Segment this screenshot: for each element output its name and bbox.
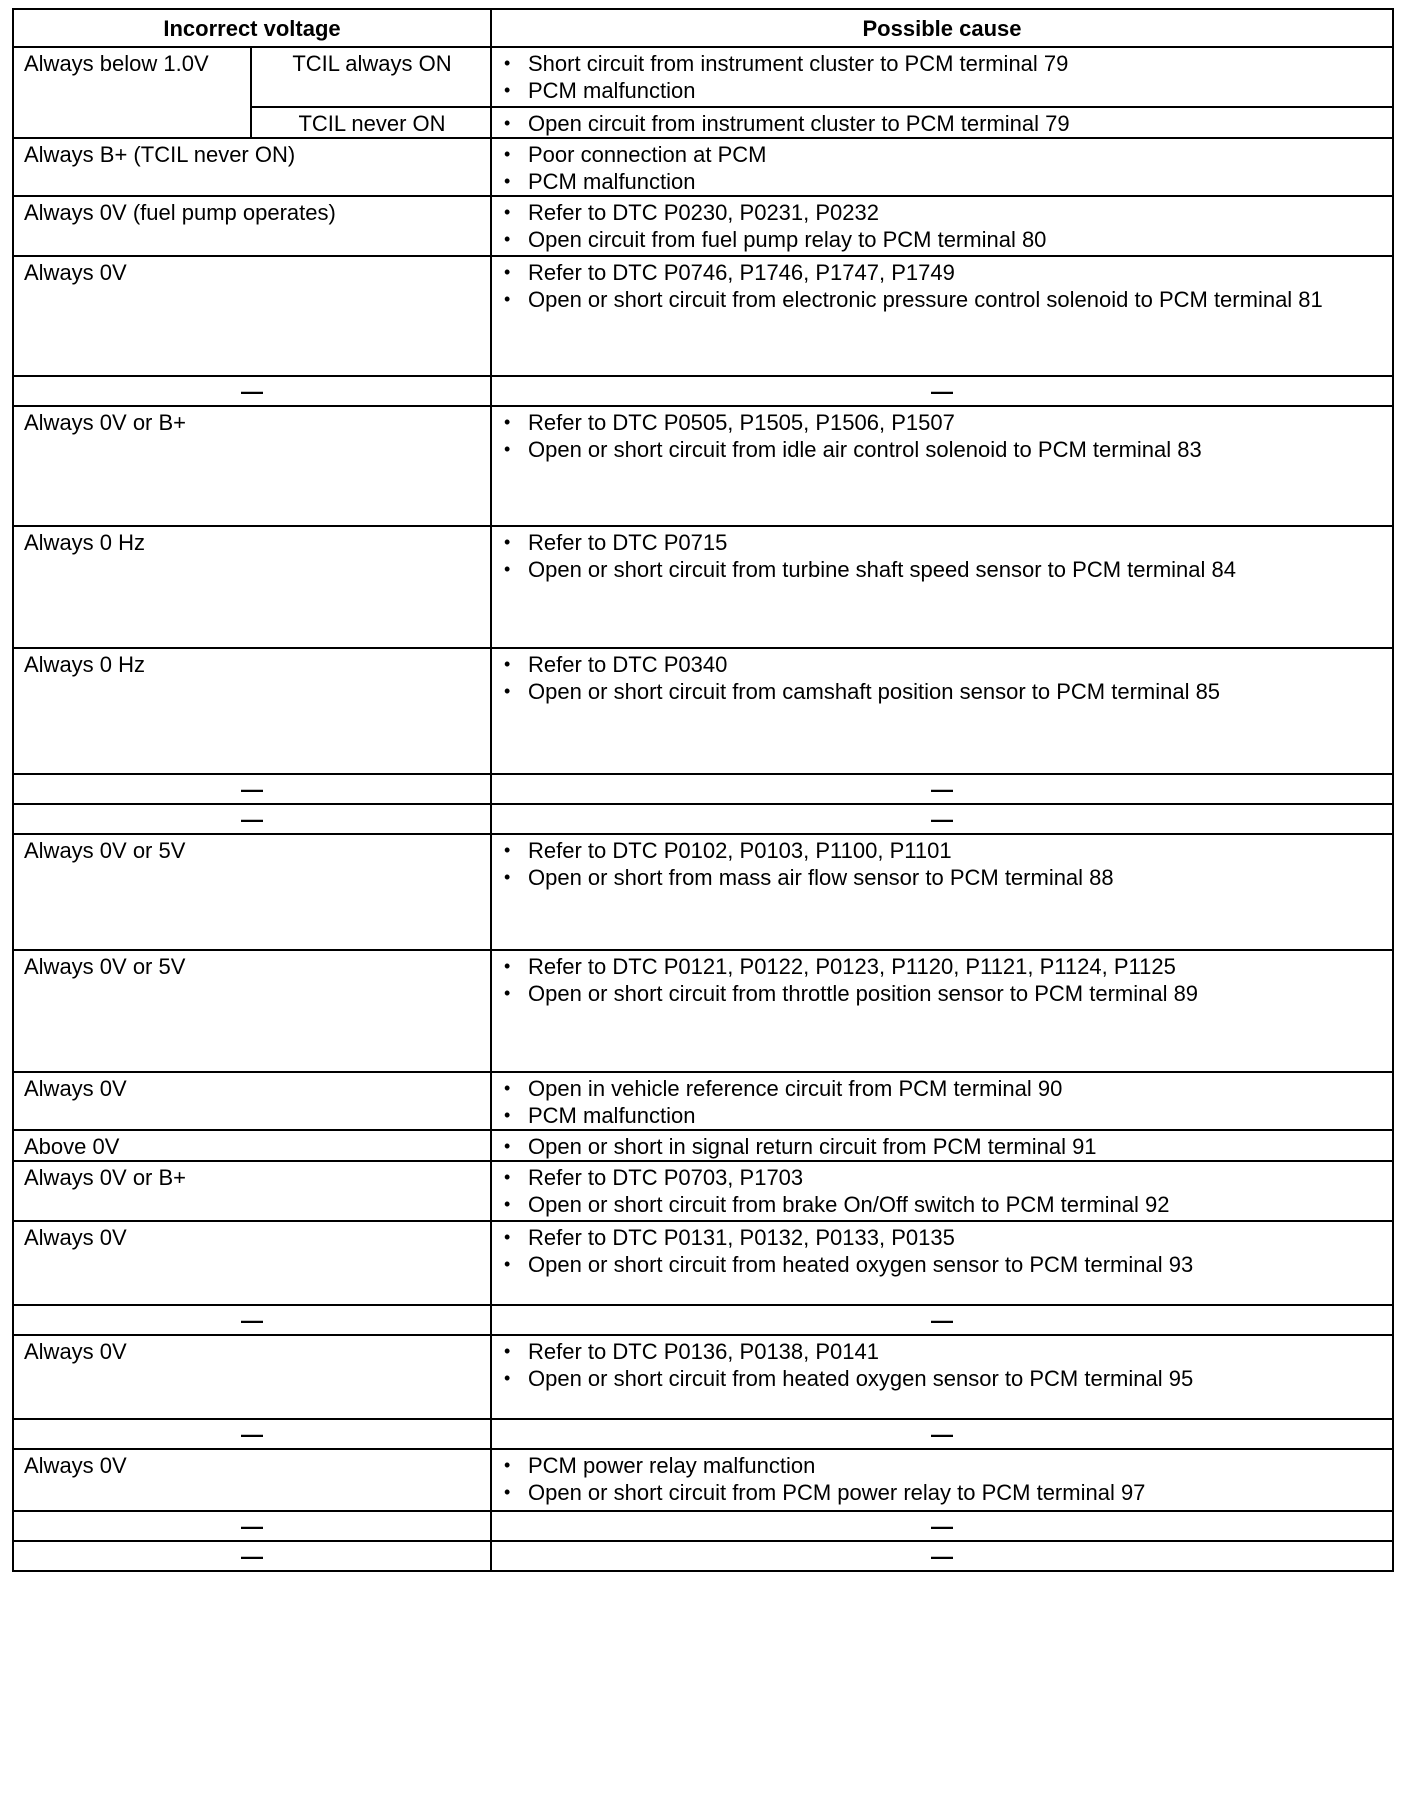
cause-item: • Open or short circuit from camshaft position sensor to PCM terminal 85 bbox=[502, 678, 1384, 705]
voltage-cell: Always 0V bbox=[13, 1449, 491, 1511]
table-row bbox=[13, 1161, 1393, 1221]
cause-list bbox=[502, 110, 1384, 137]
table-row bbox=[13, 1072, 1393, 1130]
condition-cell: TCIL always ON bbox=[251, 47, 491, 107]
voltage-cell: Always below 1.0V bbox=[13, 47, 251, 138]
cause-cell bbox=[491, 1072, 1393, 1130]
cause-cell bbox=[491, 406, 1393, 526]
cause-item: • Open or short in signal return circuit from PCM terminal 91 bbox=[502, 1133, 1384, 1160]
voltage-cell: Always 0V or B+ bbox=[13, 406, 491, 526]
cause-item: • Refer to DTC P0102, P0103, P1100, P1101 bbox=[502, 837, 1384, 864]
table-row bbox=[13, 1511, 1393, 1541]
table-row bbox=[13, 1130, 1393, 1161]
cause-item: • Open or short circuit from turbine shaft speed sensor to PCM terminal 84 bbox=[502, 556, 1384, 583]
cause-list bbox=[502, 199, 1384, 253]
cause-item: • Open or short from mass air flow sensor to PCM terminal 88 bbox=[502, 864, 1384, 891]
table-row bbox=[13, 196, 1393, 256]
table-row bbox=[13, 950, 1393, 1072]
cause-item: • Open or short circuit from brake On/Off switch to PCM terminal 92 bbox=[502, 1191, 1384, 1218]
voltage-dash-cell: — bbox=[13, 376, 491, 406]
cause-item: • Poor connection at PCM bbox=[502, 141, 1384, 168]
table-row bbox=[13, 406, 1393, 526]
cause-dash-cell: — bbox=[491, 1419, 1393, 1449]
cause-item: • Open or short circuit from electronic pressure control solenoid to PCM terminal 81 bbox=[502, 286, 1384, 313]
voltage-dash-cell: — bbox=[13, 1419, 491, 1449]
cause-item: • PCM power relay malfunction bbox=[502, 1452, 1384, 1479]
voltage-cell: Always 0V bbox=[13, 256, 491, 376]
voltage-dash-cell: — bbox=[13, 774, 491, 804]
table-row bbox=[13, 804, 1393, 834]
cause-cell bbox=[491, 1161, 1393, 1221]
table-row bbox=[13, 648, 1393, 774]
cause-list bbox=[502, 259, 1384, 313]
cause-item: • Open or short circuit from throttle position sensor to PCM terminal 89 bbox=[502, 980, 1384, 1007]
cause-item: • Refer to DTC P0715 bbox=[502, 529, 1384, 556]
table-row bbox=[13, 1221, 1393, 1305]
table-row bbox=[13, 1419, 1393, 1449]
table-row bbox=[13, 47, 1393, 107]
cause-list bbox=[502, 141, 1384, 195]
voltage-cell: Always B+ (TCIL never ON) bbox=[13, 138, 491, 196]
cause-cell bbox=[491, 47, 1393, 107]
voltage-cell: Always 0V bbox=[13, 1072, 491, 1130]
cause-cell bbox=[491, 834, 1393, 950]
voltage-cell: Always 0 Hz bbox=[13, 648, 491, 774]
cause-item: • Refer to DTC P0121, P0122, P0123, P1120, P1121, P1124, P1125 bbox=[502, 953, 1384, 980]
cause-cell bbox=[491, 526, 1393, 648]
cause-item: • Refer to DTC P0746, P1746, P1747, P1749 bbox=[502, 259, 1384, 286]
table-row bbox=[13, 256, 1393, 376]
cause-item: • Refer to DTC P0340 bbox=[502, 651, 1384, 678]
cause-item: • Refer to DTC P0703, P1703 bbox=[502, 1164, 1384, 1191]
cause-cell bbox=[491, 256, 1393, 376]
voltage-dash-cell: — bbox=[13, 804, 491, 834]
cause-item: • PCM malfunction bbox=[502, 1102, 1384, 1129]
cause-item: • PCM malfunction bbox=[502, 77, 1384, 104]
cause-cell bbox=[491, 1335, 1393, 1419]
cause-list bbox=[502, 953, 1384, 1007]
cause-list bbox=[502, 409, 1384, 463]
cause-dash-cell: — bbox=[491, 774, 1393, 804]
table-row bbox=[13, 774, 1393, 804]
cause-item: • Open or short circuit from idle air control solenoid to PCM terminal 83 bbox=[502, 436, 1384, 463]
table-row bbox=[13, 376, 1393, 406]
cause-item: • Refer to DTC P0136, P0138, P0141 bbox=[502, 1338, 1384, 1365]
cause-list bbox=[502, 1224, 1384, 1278]
cause-list bbox=[502, 50, 1384, 104]
voltage-dash-cell: — bbox=[13, 1511, 491, 1541]
cause-cell bbox=[491, 1449, 1393, 1511]
cause-item: • Open or short circuit from PCM power relay to PCM terminal 97 bbox=[502, 1479, 1384, 1506]
voltage-cell: Always 0V or 5V bbox=[13, 834, 491, 950]
cause-item: • Open or short circuit from heated oxygen sensor to PCM terminal 95 bbox=[502, 1365, 1384, 1392]
voltage-cell: Always 0 Hz bbox=[13, 526, 491, 648]
voltage-dash-cell: — bbox=[13, 1305, 491, 1335]
cause-list bbox=[502, 1452, 1384, 1506]
voltage-cell: Always 0V (fuel pump operates) bbox=[13, 196, 491, 256]
cause-item: • Open in vehicle reference circuit from PCM terminal 90 bbox=[502, 1075, 1384, 1102]
voltage-cell: Above 0V bbox=[13, 1130, 491, 1161]
cause-cell bbox=[491, 138, 1393, 196]
cause-dash-cell: — bbox=[491, 804, 1393, 834]
diagnostic-table bbox=[12, 8, 1394, 1572]
cause-item: • Open or short circuit from heated oxygen sensor to PCM terminal 93 bbox=[502, 1251, 1384, 1278]
cause-list bbox=[502, 837, 1384, 891]
cause-dash-cell: — bbox=[491, 1541, 1393, 1571]
header-row bbox=[13, 9, 1393, 47]
cause-item: • Open circuit from fuel pump relay to PCM terminal 80 bbox=[502, 226, 1384, 253]
cause-cell bbox=[491, 1221, 1393, 1305]
table-row bbox=[13, 834, 1393, 950]
cause-cell bbox=[491, 1130, 1393, 1161]
cause-list bbox=[502, 1338, 1384, 1392]
cause-item: • PCM malfunction bbox=[502, 168, 1384, 195]
cause-dash-cell: — bbox=[491, 1511, 1393, 1541]
cause-item: • Refer to DTC P0505, P1505, P1506, P1507 bbox=[502, 409, 1384, 436]
cause-dash-cell: — bbox=[491, 376, 1393, 406]
voltage-cell: Always 0V bbox=[13, 1335, 491, 1419]
header-possible-cause: Possible cause bbox=[491, 9, 1393, 47]
voltage-dash-cell: — bbox=[13, 1541, 491, 1571]
table-row bbox=[13, 526, 1393, 648]
table-row bbox=[13, 1335, 1393, 1419]
cause-cell bbox=[491, 648, 1393, 774]
cause-list bbox=[502, 529, 1384, 583]
cause-item: • Refer to DTC P0230, P0231, P0232 bbox=[502, 199, 1384, 226]
table-row bbox=[13, 138, 1393, 196]
voltage-cell: Always 0V or B+ bbox=[13, 1161, 491, 1221]
cause-cell bbox=[491, 196, 1393, 256]
table-row bbox=[13, 1305, 1393, 1335]
cause-list bbox=[502, 1133, 1384, 1160]
cause-list bbox=[502, 651, 1384, 705]
document-page bbox=[12, 8, 1394, 1572]
cause-item: • Open circuit from instrument cluster to PCM terminal 79 bbox=[502, 110, 1384, 137]
cause-list bbox=[502, 1075, 1384, 1129]
voltage-cell: Always 0V bbox=[13, 1221, 491, 1305]
header-incorrect-voltage: Incorrect voltage bbox=[13, 9, 491, 47]
condition-cell: TCIL never ON bbox=[251, 107, 491, 138]
cause-list bbox=[502, 1164, 1384, 1218]
cause-dash-cell: — bbox=[491, 1305, 1393, 1335]
voltage-cell: Always 0V or 5V bbox=[13, 950, 491, 1072]
cause-item: • Short circuit from instrument cluster to PCM terminal 79 bbox=[502, 50, 1384, 77]
table-row bbox=[13, 1449, 1393, 1511]
cause-item: • Refer to DTC P0131, P0132, P0133, P0135 bbox=[502, 1224, 1384, 1251]
cause-cell bbox=[491, 107, 1393, 138]
cause-cell bbox=[491, 950, 1393, 1072]
table-row bbox=[13, 1541, 1393, 1571]
